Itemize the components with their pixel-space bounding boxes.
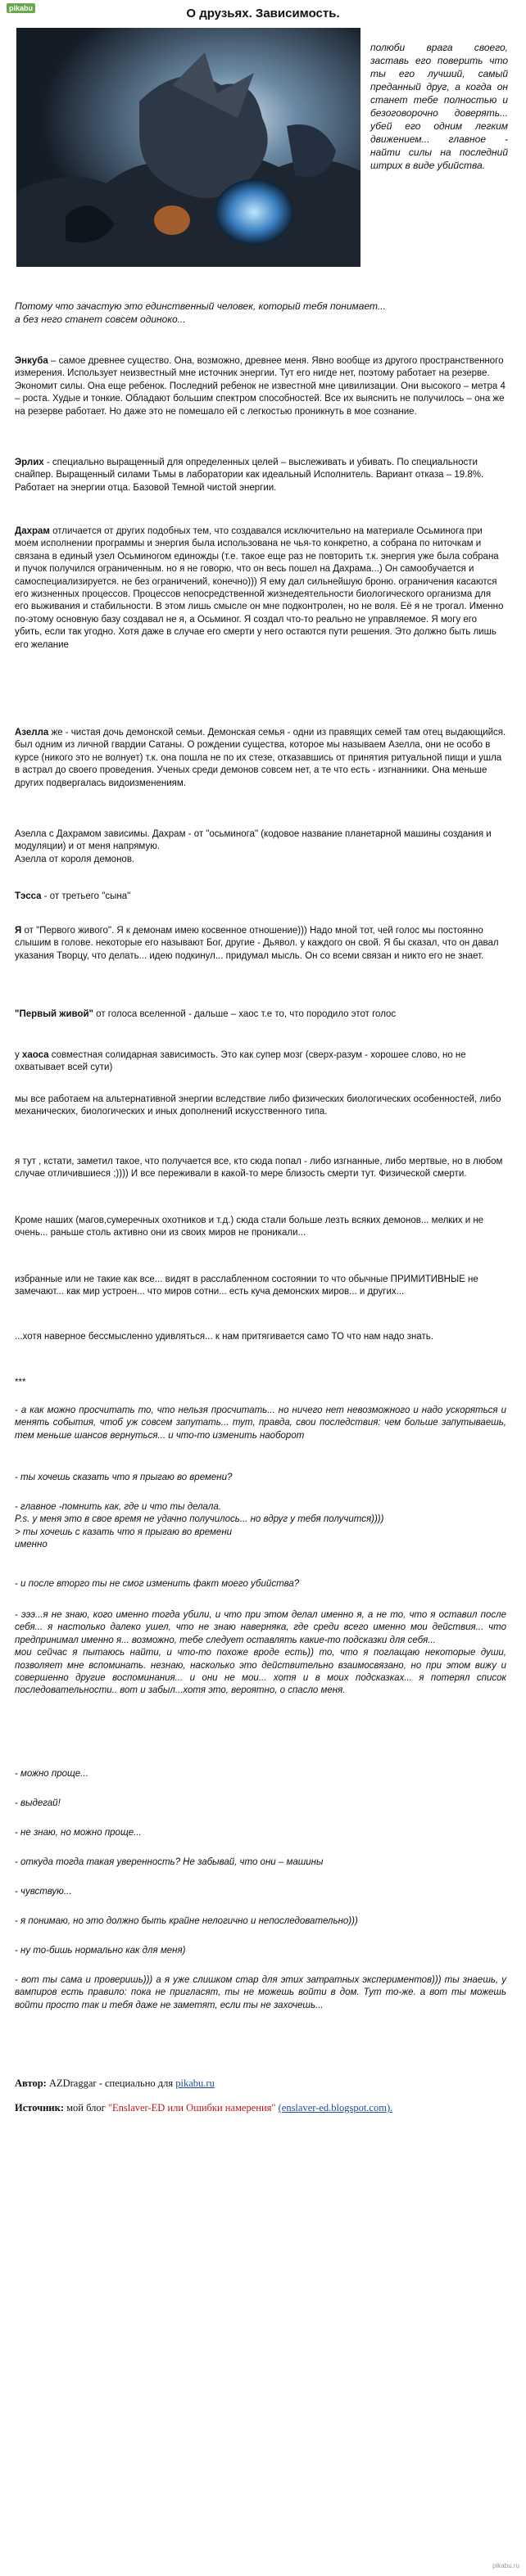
- source-line: [15, 2100, 506, 2115]
- intro-tail: [15, 300, 506, 326]
- section-name: Азелла: [15, 728, 49, 738]
- section-text: - специально выращенный для определенных целей – выслеживать и убивать. По специальности снайпер. Выращенный силами Тьмы в лаборатории как идеальный Исполнитель. Вариант отказа – 19.8%. Работает на энергии отца. Базовой Темной чистой энергии.: [15, 458, 484, 493]
- section-prefix: у: [15, 1050, 22, 1060]
- paragraph: мы все работаем на альтернативной энергии вследствие либо физических биологических особенностей, либо механических, биологических и иных дополнений искусственного типа.: [15, 1094, 501, 1117]
- source-label: Источник:: [15, 2102, 64, 2114]
- paragraph: ...хотя наверное бессмысленно удивляться... к нам притягивается само ТО что нам надо знать.: [15, 1332, 433, 1342]
- dialog-line: - вот ты сама и проверишь))) а я уже слишком стар для этих затратных экспериментов))) ты знаешь, у вампиров есть правило: пока не пригласят, ты не можешь войти в дом. Тут то-же. а вот ты можешь войти просто так и тебя даже не заметят, если ты не захочешь...: [15, 1975, 506, 2010]
- dialog-line: - не знаю, но можно проще...: [15, 1828, 142, 1838]
- azella-dependency: [15, 828, 506, 866]
- dialog-line: - главное -помнить как, где и что ты делала. P.s. у меня это в свое время не удачно получилось... но вдруг у тебя получится)))) > ты хочешь с казать что я прыгаю во времени именно: [15, 1502, 384, 1550]
- section-text: же - чистая дочь демонской семьи. Демонская семья - одни из правящих семей там отец выдающийся. был одним из личной гвардии Сатаны. О рождении существа, которое мы называем Азелла, они не особо в курсе (никого это не волнует) т.к. она пошла не по их стезе, отказавшись от принятия ритуальной пищи и ушла в астрал до своего проведения. Ученых среди демонов совсем нет, а те что есть - изгнанники. Она меньше других подвергалась видоизменениям.: [15, 728, 506, 788]
- section-name: Энкуба: [15, 356, 48, 366]
- hero-image: [16, 28, 360, 267]
- dialog-line: - выдегай!: [15, 1798, 61, 1808]
- section-name: Тэсса: [15, 891, 42, 901]
- section-ya: [15, 925, 506, 963]
- author-suffix: - специально для: [96, 2077, 176, 2089]
- dependency-line: Азелла от короля демонов.: [15, 854, 135, 864]
- author-name: AZDraggar: [48, 2077, 97, 2089]
- page-title: О друзьях. Зависимость.: [186, 7, 340, 20]
- dialog-line: - я понимаю, но это должно быть крайне нелогично и непоследовательно))): [15, 1916, 358, 1926]
- section-name: хаоса: [21, 1050, 49, 1060]
- section-text: совместная солидарная зависимость. Это как супер мозг (сверх-разум - хорошее слово, но не охватывает всей сути): [15, 1050, 466, 1073]
- intro-quote: полюби врага своего, заставь его поверить что ты его лучший, самый преданный друг, а когда он станет тебе полностью и безоговорочно доверять... убей его одним легким движением... главное - найти силы на последний штрих в виде убийства.: [370, 42, 508, 171]
- separator: ***: [15, 1378, 26, 1387]
- dependency-line: Азелла с Дахрамом зависимы. Дахрам - от "осьминога" (кодовое название планетарной машины создания и модуляции) и от меня напрямую.: [15, 829, 492, 852]
- intro-tail-line: Потому что зачастую это единственный человек, который тебя понимает...: [15, 300, 386, 312]
- section-name: Эрлих: [15, 458, 44, 467]
- dialog-line: - и после вторго ты не смог изменить факт моего убийства?: [15, 1579, 300, 1589]
- section-text: от голоса вселенной - дальше – хаос т.е то, что породило этот голос: [93, 1009, 397, 1019]
- section-enkuba: [15, 355, 506, 418]
- paragraph: я тут , кстати, заметил такое, что получается все, кто сюда попал - либо изгнанные, либо мертвые, но в любом случае отличившиеся ;)))) И все переживали в какой-то мере близость смерти тут. Физической смерти.: [15, 1157, 503, 1180]
- section-name: Дахрам: [15, 526, 50, 536]
- author-label: Автор:: [15, 2077, 47, 2089]
- section-azella: [15, 727, 506, 790]
- dialog-line: - откуда тогда такая уверенность? Не забывай, что они – машины: [15, 1857, 324, 1867]
- dialog-line: - эээ...я не знаю, кого именно тогда убили, и что при этом делал именно я, а не то, что я оставил после себя... я настолько далеко ушел, что не знаю наверняка, где среди всего именно мои действия... что предпринимал именно я... возможно, тебе следует оставлять какие-то подсказки для себя... мои сейчас я пытаюсь найти, и что-то похоже вроде есть)) то, что я поглащаю некоторые души, позволяет мне вспоминать. незнаю, насколько это действительно взаимосвязано, но при этом вижу и совершенно другие воспоминания... и они не мои... хотя и в моих подсказках... я потерял список последовательности.. вот и забыл...хотя это, вероятно, о спасло меня.: [15, 1610, 506, 1696]
- section-text: - от третьего "сына": [41, 891, 131, 901]
- section-tessa: [15, 891, 506, 903]
- section-erlih: [15, 457, 506, 494]
- source-blog-title[interactable]: "Enslaver-ED или Ошибки намерения": [107, 2102, 276, 2114]
- section-text: отличается от других подобных тем, что создавался исключительно на материале Осьминога при моем исполнении программы и энергия была использована не чья-то конкретно, а собрана по ниточкам и связана в единый узел Осьминогом единожды (т.е. такое еще раз не повторить т.к. энергия уже была собрана и пучок получился ограниченным. но я не говорю, что он весь пошел на Дахрама...) Он самообучается и самоспециализируется. не без ограничений, конечно))) Я ему дал сильнейшую броню. ограничения касаются его жизненных процессов. Процессов непосредственной жизнедеятельности биологического организма для его выживания и стабильности. В этом лишь смысле он мне подконтролен, но не воля. Её я не трогал. Именно по-этому основную базу создавал не я, а Осьминог. Я создал что-то реально не управляемое. Я могу его убить, если так угодно. Хотя даже в случае его смерти у него остаются пути решения. Это должно быть лишь его желание: [15, 526, 504, 650]
- section-chaos: [15, 1049, 506, 1075]
- dialog-line: - ну то-бишь нормально как для меня): [15, 1946, 186, 1956]
- section-dahram: [15, 526, 506, 652]
- section-text: от "Первого живого". Я к демонам имею косвенное отношение))) Надо мной тот, чей голос мы постоянно слышим в голове. некоторые его называют Бог, другие - Дьявол. у каждого он свой. Я бы сказал, что он давал указания Творцу, что делать... идею подкинул... придумал мысль. Он со всеми связан и никто его не знает.: [15, 926, 499, 961]
- dialog-line: - ты хочешь сказать что я прыгаю во времени?: [15, 1473, 233, 1482]
- source-link[interactable]: (enslaver-ed.blogspot.com).: [278, 2102, 393, 2114]
- paragraph: избранные или не такие как все... видят в расслабленном состоянии то что обычные ПРИМИТИВНЫЕ не замечают... как мир устроен... что миров сотни... есть куча демонских миров... и других...: [15, 1274, 478, 1297]
- site-logo[interactable]: pikabu: [7, 3, 35, 13]
- hero-caption: [16, 267, 360, 278]
- author-site-link[interactable]: pikabu.ru: [175, 2077, 215, 2089]
- section-first-living: [15, 1008, 506, 1021]
- source-pre: мой блог: [64, 2102, 108, 2114]
- dialog-line: - а как можно просчитать то, что нельзя просчитать... но ничего нет невозможного и надо ускоряться и менять события, чтоб уж совсем запутать... тут, правда, свои последствия: чем больше запутываешь, тем меньше шансов вернуться... и что-то изменить наоборот: [15, 1405, 506, 1441]
- section-name: "Первый живой": [15, 1009, 93, 1019]
- dialog-line: - можно проще...: [15, 1769, 88, 1779]
- watermark: pikabu.ru: [492, 2562, 519, 2569]
- section-name: Я: [15, 926, 22, 936]
- dialog-line: - чувствую...: [15, 1887, 72, 1897]
- author-line: [15, 2076, 506, 2091]
- section-text: – самое древнее существо. Она, возможно, древнее меня. Явно вообще из другого пространственного измерения. Использует неизвестный мне источник энергии. Тут его нигде нет, поэтому работает на резерве. Экономит силы. Она еще ребенок. Последний ребенок не известной мне цивилизации. Они высокого – метра 4 – роста. Худые и тонкие. Обладают большим спектром способностей. Все их выяснить не получилось – она же на резерве работает. Но даже это не помешало ей с легкостью проникнуть в мое сознание.: [15, 356, 506, 417]
- paragraph: Кроме наших (магов,сумеречных охотников и т.д.) сюда стали больше лезть всяких демонов... мелких и не очень... раньше столь активно они из своих миров не проникали...: [15, 1216, 484, 1238]
- intro-tail-line: а без него станет совсем одиноко...: [15, 314, 186, 325]
